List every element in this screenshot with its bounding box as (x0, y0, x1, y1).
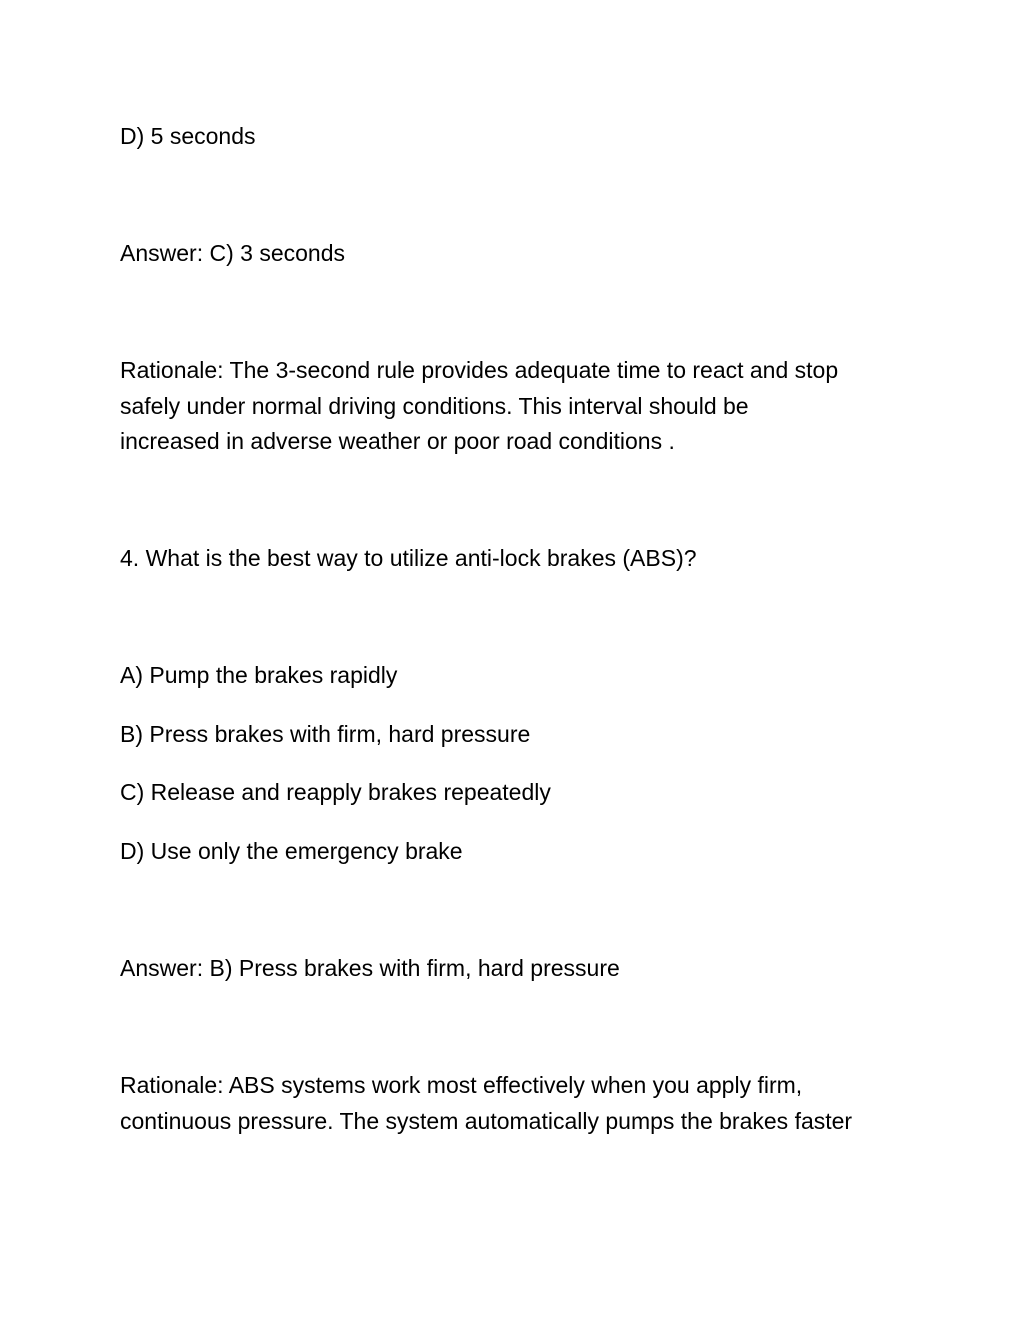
rationale-line: safely under normal driving conditions. This interval should be (120, 392, 749, 419)
rationale-line: increased in adverse weather or poor road conditions . (120, 428, 675, 454)
rationale-paragraph (120, 1068, 920, 1139)
answer-text: Answer: C) 3 seconds (120, 240, 345, 266)
question-4-heading: 4. What is the best way to utilize anti-lock brakes (ABS)? (120, 545, 697, 571)
rationale-paragraph (120, 353, 920, 460)
option-c-text: C) Release and reapply brakes repeatedly (120, 779, 551, 805)
option-a-text: A) Pump the brakes rapidly (120, 662, 398, 688)
option-b-text: B) Press brakes with firm, hard pressure (120, 721, 531, 747)
answer-text: Answer: B) Press brakes with firm, hard pressure (120, 955, 620, 981)
option-d-text: D) Use only the emergency brake (120, 838, 463, 864)
rationale-line: continuous pressure. The system automatically pumps the brakes faster (120, 1107, 853, 1134)
rationale-line: Rationale: The 3-second rule provides adequate time to react and stop (120, 357, 839, 383)
rationale-line: Rationale: ABS systems work most effectively when you apply firm, (120, 1072, 803, 1098)
option-d-text: D) 5 seconds (120, 123, 256, 149)
